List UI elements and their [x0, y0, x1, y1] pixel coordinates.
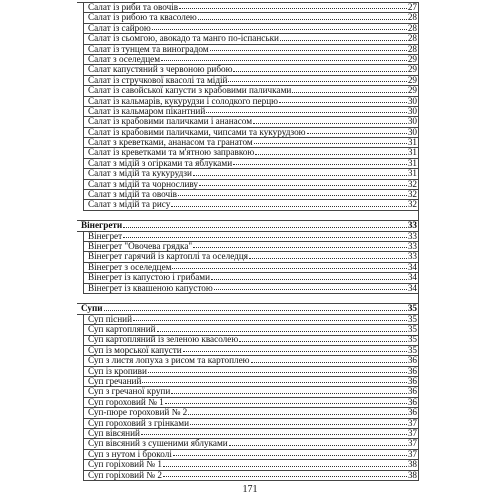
entry-title: Салат з мідій та овочів [88, 189, 177, 200]
entry-title: Салат із сьомгою, авокадо та манго по-іспанськи [88, 33, 279, 44]
entry-page: 33 [407, 220, 417, 231]
toc-entry [83, 284, 418, 294]
entry-page: 31 [407, 157, 417, 168]
dot-leader [255, 154, 407, 155]
entry-page: 35 [407, 344, 417, 355]
dot-leader [161, 60, 407, 61]
entry-page: 32 [407, 199, 417, 210]
dot-leader [133, 320, 407, 321]
dot-leader [228, 81, 406, 82]
page-number: 171 [242, 484, 258, 495]
section-gap [77, 211, 418, 221]
dot-leader [104, 310, 407, 311]
entry-title: Суп горіховий № 2 [88, 469, 162, 480]
entry-title: Суп вівсяний з сушеними яблуками [88, 438, 228, 449]
entry-title: Супи [81, 303, 103, 314]
entry-title: Суп-пюре гороховий № 2 [88, 407, 188, 418]
entry-page: 31 [407, 168, 417, 179]
entry-page: 32 [407, 178, 417, 189]
entry-title: Суп гречаний [88, 376, 142, 387]
entry-page: 31 [407, 147, 417, 158]
dot-leader [279, 102, 407, 103]
entry-page: 30 [407, 95, 417, 106]
entry-title: Салат з мідій та кукурудзи [88, 168, 192, 179]
entry-title: Салат із стручкової квасолі та мідій [88, 74, 228, 85]
entry-title: Салат із рибою та квасолею [88, 12, 197, 23]
dot-leader [214, 289, 407, 290]
entry-title: Вінегрет із квашеною капустою [88, 282, 213, 293]
entry-title: Суп із кропиви [88, 365, 147, 376]
dot-leader [233, 164, 407, 165]
dot-leader [171, 206, 406, 207]
entry-page: 31 [407, 137, 417, 148]
entry-title: Суп із морської капусти [88, 344, 182, 355]
dot-leader [254, 143, 407, 144]
dot-leader [251, 362, 407, 363]
entry-title: Суп гороховий з грінками [88, 417, 189, 428]
dot-leader [199, 185, 407, 186]
entry-title: Салат із крабовими паличками і ананасом [88, 116, 253, 127]
entry-page: 29 [407, 64, 417, 75]
entry-page: 37 [407, 428, 417, 438]
entry-title: Салат із тунцем та виноградом [88, 43, 209, 54]
entry-title: Вінегрет із капустою і грибами [88, 272, 211, 283]
dot-leader [157, 331, 407, 332]
dot-leader [171, 393, 407, 394]
toc-entry [83, 471, 418, 481]
entry-title: Салат капустяний з червоною рибою [88, 64, 233, 75]
entry-title: Суп картопляний [88, 324, 156, 335]
entry-title: Вінегрет з оселедцем [88, 261, 172, 272]
dot-leader [239, 341, 407, 342]
entry-page: 29 [407, 74, 417, 85]
dot-leader [193, 175, 407, 176]
dot-leader [206, 112, 407, 113]
section-heading [77, 221, 418, 231]
entry-page: 38 [407, 459, 417, 470]
entry-title: Салат із сайрою [88, 22, 151, 33]
dot-leader [123, 227, 407, 228]
entry-title: Салат із риби та овочів [88, 1, 179, 12]
dot-leader [233, 71, 406, 72]
entry-title: Суп горіховий № 1 [88, 459, 162, 470]
entry-page: 36 [407, 365, 417, 376]
entry-title: Вінегрети [81, 220, 123, 231]
entry-page: 36 [407, 386, 417, 397]
dot-leader [211, 279, 407, 280]
entry-title: Суп пісний [88, 313, 133, 324]
entry-title: Салат з мідій та чорносливу [88, 178, 199, 189]
entry-page: 37 [407, 448, 417, 459]
entry-title: Суп з листя лопуха з рисом та картоплею [88, 355, 250, 366]
entry-title: Салат з мідій з огірками та яблуками [88, 157, 233, 168]
dot-leader [198, 19, 407, 20]
entry-title: Вінегрет [88, 230, 123, 241]
entry-title: Вінегрет гарячий із картоплі та оселедця [88, 251, 248, 262]
dot-leader [141, 434, 407, 435]
entry-title: Салат із креветками та м'ятною заправкою [88, 147, 255, 158]
entry-title: Салат з оселедцем [88, 53, 161, 64]
dot-leader [163, 466, 407, 467]
entry-page: 28 [407, 43, 417, 54]
entry-title: Суп з гречаної крупи [88, 386, 171, 397]
dot-leader [179, 8, 407, 9]
entry-title: Салат із крабовими паличками, чипсами та кукурудзою [88, 126, 306, 137]
entry-page: 36 [407, 407, 417, 418]
entry-page: 36 [407, 396, 417, 407]
entry-page: 29 [407, 85, 417, 96]
entry-page: 27 [407, 1, 417, 12]
entry-title: Вінегрет "Овочева грядка" [88, 240, 193, 251]
entry-title: Салат з креветками, ананасом та гранатом [88, 137, 253, 148]
entry-page: 28 [407, 33, 417, 44]
entry-page: 37 [407, 438, 417, 449]
dot-leader [142, 382, 406, 383]
entry-title: Суп картопляний із зеленою квасолею [88, 334, 239, 345]
entry-title: Салат із кальмаром пікантний [88, 105, 206, 116]
dot-leader [173, 455, 407, 456]
entry-page: 38 [407, 469, 417, 480]
entry-page: 32 [407, 189, 417, 200]
entry-page: 33 [407, 240, 417, 251]
entry-page: 35 [407, 313, 417, 324]
dot-leader [190, 424, 407, 425]
dot-leader [163, 476, 407, 477]
dot-leader [229, 445, 407, 446]
entry-title: Суп з нутом і броколі [88, 448, 172, 459]
dot-leader [307, 133, 407, 134]
entry-page: 30 [407, 116, 417, 127]
dot-leader [280, 40, 407, 41]
entry-title: Салат з мідій та рису [88, 199, 171, 210]
dot-leader [193, 247, 407, 248]
dot-leader [253, 123, 407, 124]
entry-page: 30 [407, 126, 417, 137]
entry-page: 34 [407, 282, 417, 293]
dot-leader [172, 268, 406, 269]
dot-leader [178, 195, 407, 196]
entry-page: 29 [407, 53, 417, 64]
entry-title: Салат із кальмарів, кукурудзи і солодкого перцю [88, 95, 279, 106]
entry-page: 37 [407, 417, 417, 428]
entry-page: 36 [407, 376, 417, 387]
entry-page: 33 [407, 230, 417, 241]
entry-page: 35 [407, 334, 417, 345]
entry-page: 30 [407, 105, 417, 116]
table-of-contents [77, 2, 419, 481]
entry-page: 28 [407, 12, 417, 23]
entry-page: 34 [407, 272, 417, 283]
entry-title: Салат із савойської капусти з крабовими паличками [88, 85, 292, 96]
entry-page: 33 [407, 251, 417, 262]
entry-title: Суп гороховий № 1 [88, 396, 164, 407]
entry-title: Суп вівсяний [88, 428, 140, 438]
dot-leader [123, 237, 407, 238]
dot-leader [165, 403, 407, 404]
entry-page: 36 [407, 355, 417, 366]
dot-leader [210, 50, 407, 51]
dot-leader [188, 414, 407, 415]
dot-leader [249, 258, 407, 259]
dot-leader [183, 351, 407, 352]
dot-leader [148, 372, 407, 373]
entry-page: 34 [407, 261, 417, 272]
entry-page: 35 [407, 324, 417, 335]
entry-page: 35 [407, 303, 417, 314]
dot-leader [152, 29, 407, 30]
entry-page: 28 [407, 22, 417, 33]
section-gap [77, 294, 418, 304]
toc-entry [83, 200, 418, 210]
dot-leader [292, 92, 407, 93]
